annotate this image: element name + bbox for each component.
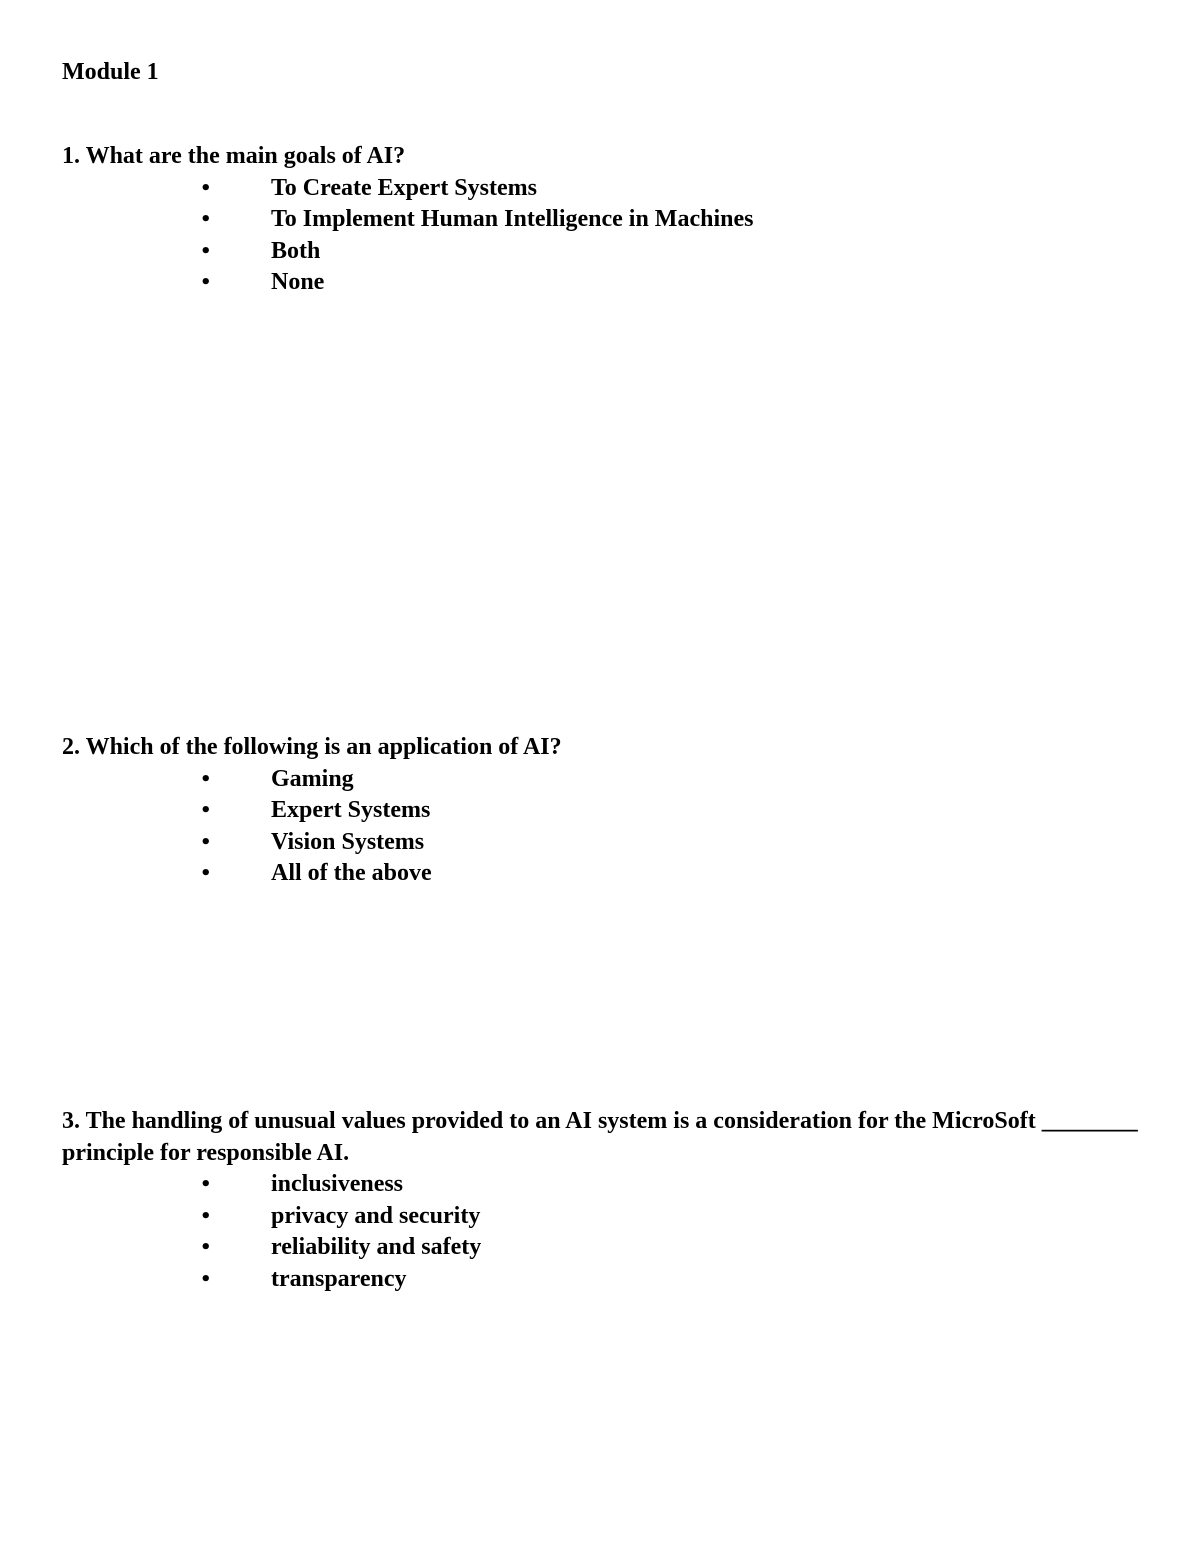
option-item [62, 1169, 1142, 1201]
question-text: 2. Which of the following is an application of AI? [62, 734, 562, 760]
bullet-icon: • [200, 863, 212, 884]
question-1 [62, 141, 1142, 299]
bullet-icon: • [200, 1268, 212, 1290]
option-item [62, 1264, 1142, 1296]
option-label: Gaming [271, 765, 354, 792]
option-label: None [271, 269, 325, 295]
option-label: To Implement Human Intelligence in Machines [271, 206, 754, 232]
option-item [62, 267, 1142, 299]
option-label: To Create Expert Systems [271, 174, 537, 201]
question-text: 1. What are the main goals of AI? [62, 143, 406, 169]
bullet-icon: • [200, 831, 212, 853]
option-item [62, 204, 1142, 236]
bullet-icon: • [200, 1205, 212, 1227]
bullet-icon: • [200, 209, 212, 230]
option-item [62, 795, 1142, 827]
option-item [62, 173, 1142, 205]
option-item [62, 827, 1142, 859]
option-label: Vision Systems [271, 828, 425, 855]
bullet-icon: • [200, 1237, 212, 1258]
question-3 [62, 1106, 1142, 1295]
bullet-icon: • [200, 1174, 212, 1195]
option-list [62, 764, 1142, 890]
option-list [62, 173, 1142, 299]
option-label: privacy and security [271, 1202, 481, 1229]
bullet-icon: • [200, 768, 212, 790]
option-item [62, 764, 1142, 796]
option-item [62, 858, 1142, 890]
bullet-icon: • [200, 177, 212, 199]
option-item [62, 1232, 1142, 1264]
option-label: reliability and safety [271, 1234, 482, 1260]
bullet-icon: • [200, 272, 212, 293]
option-label: transparency [271, 1265, 407, 1292]
option-list [62, 1169, 1142, 1295]
option-label: Expert Systems [271, 797, 431, 823]
module-heading: Module 1 [62, 59, 159, 85]
option-label: All of the above [271, 860, 432, 886]
bullet-icon: • [200, 240, 212, 262]
option-label: Both [271, 237, 321, 264]
option-item [62, 1201, 1142, 1233]
bullet-icon: • [200, 800, 212, 821]
question-text: 3. The handling of unusual values provided to an AI system is a consideration for the MicroSoft ________ principle for responsible AI. [62, 1108, 1138, 1166]
question-2 [62, 732, 1142, 890]
option-label: inclusiveness [271, 1171, 404, 1197]
option-item [62, 236, 1142, 268]
